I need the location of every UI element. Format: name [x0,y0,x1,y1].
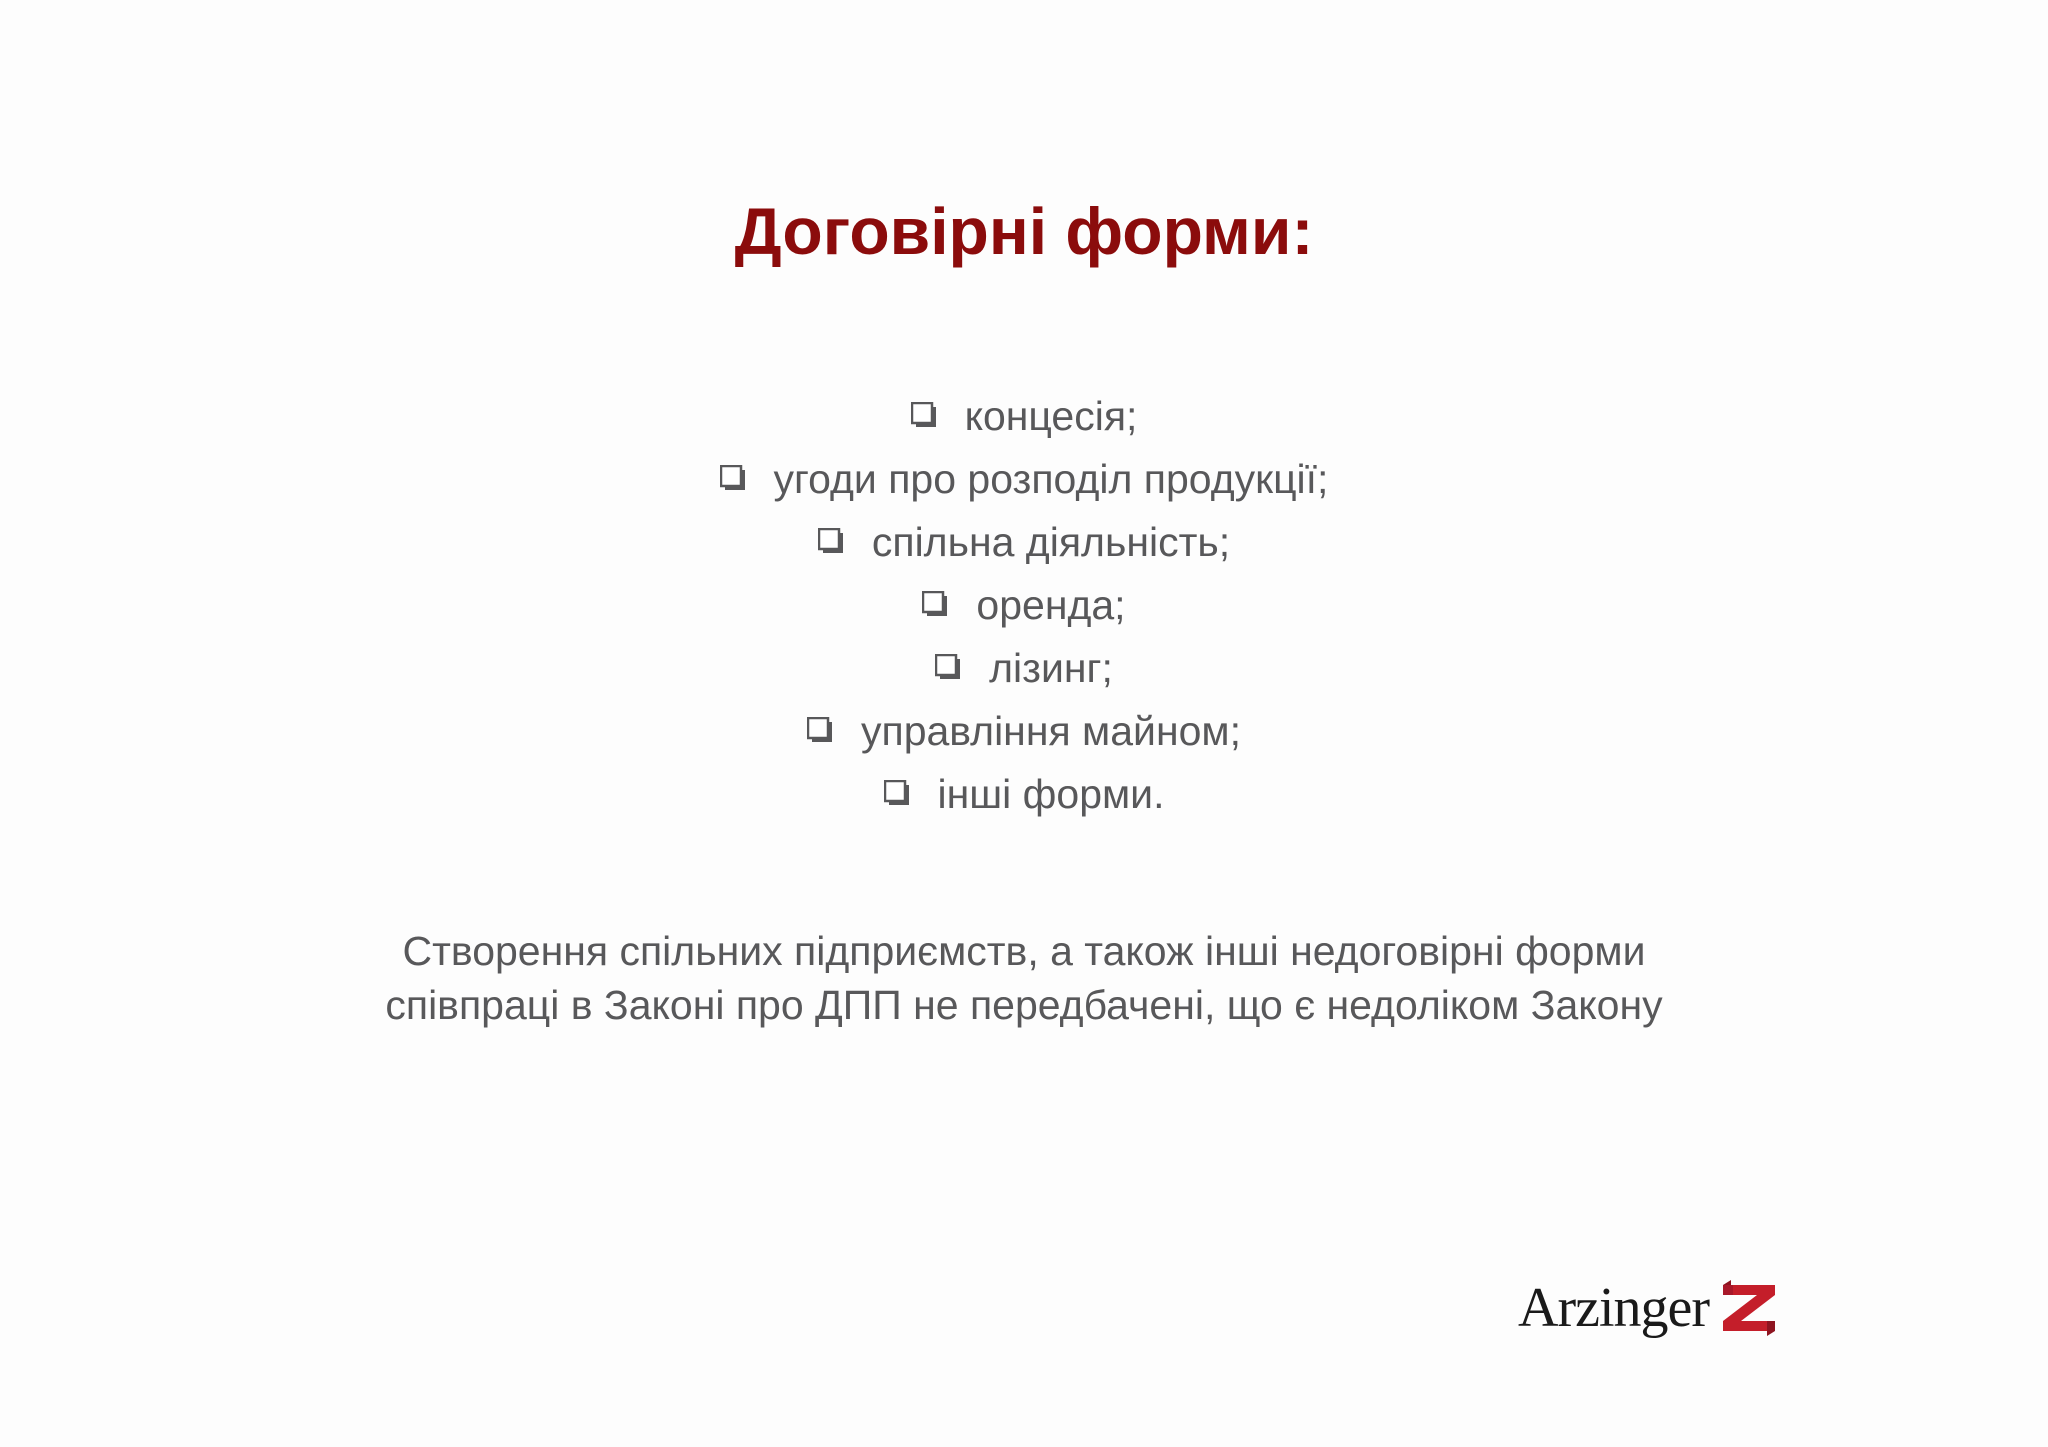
list-item [0,511,2048,574]
arzinger-logo [1518,1276,1779,1340]
list-item [0,574,2048,637]
list-item-label: спільна діяльність; [871,519,1231,565]
checkbox-icon [818,528,844,554]
list-item-label: угоди про розподіл продукції; [773,456,1329,502]
list-item-label: оренда; [976,582,1126,628]
list-item-label: концесія; [964,393,1138,439]
list-item-label: інші форми. [937,771,1165,817]
list-item [0,700,2048,763]
list-item [0,637,2048,700]
list-item [0,385,2048,448]
logo-wordmark: Arzinger [1518,1277,1710,1339]
checkbox-icon [911,402,937,428]
note-line-2: співпраці в Законі про ДПП не передбачені, що є недоліком Закону [385,982,1663,1028]
checkbox-icon [884,780,910,806]
checkbox-icon [720,465,746,491]
checkbox-icon [935,654,961,680]
slide-title: Договірні форми: [734,194,1314,268]
arzinger-logo-mark-icon [1719,1279,1779,1337]
list-item [0,763,2048,826]
note-line-1: Створення спільних підприємств, а також інші недоговірні форми [402,928,1646,974]
checkbox-icon [807,717,833,743]
contract-forms-list [0,385,2048,826]
checkbox-icon [922,591,948,617]
list-item [0,448,2048,511]
note-paragraph [0,924,2048,1032]
list-item-label: управління майном; [861,708,1241,754]
list-item-label: лізинг; [989,645,1113,691]
